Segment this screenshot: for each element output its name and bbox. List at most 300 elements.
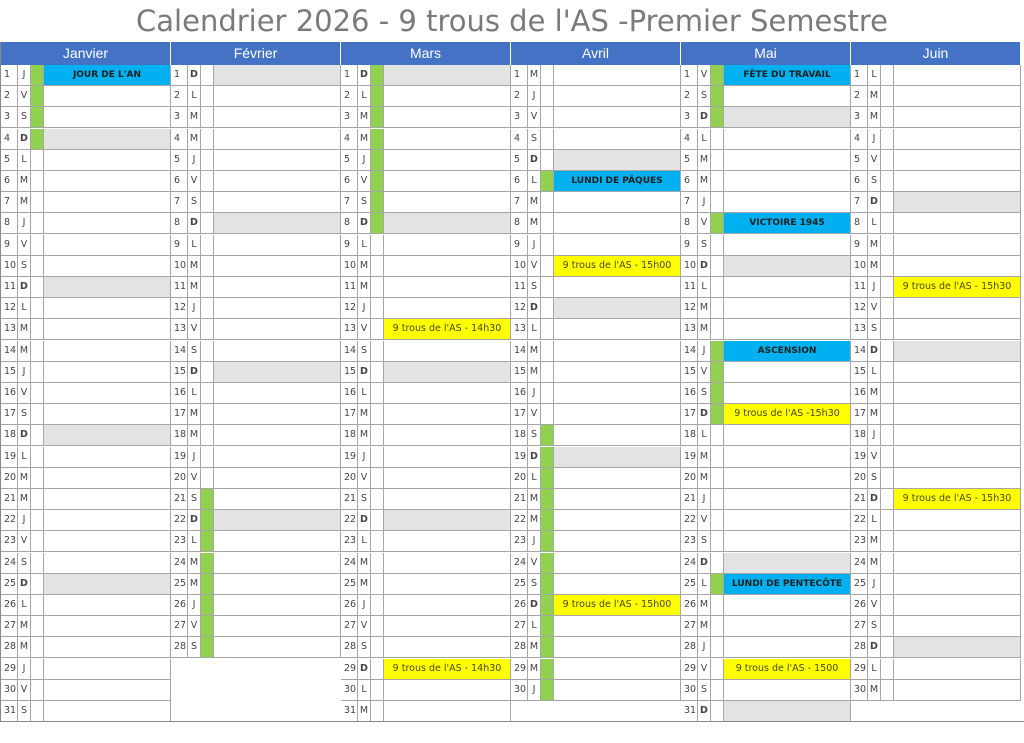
day-row bbox=[511, 65, 681, 86]
event-cell bbox=[894, 192, 1021, 213]
vacation-marker bbox=[711, 341, 724, 362]
weekday-letter: V bbox=[18, 531, 31, 552]
day-number: 24 bbox=[851, 553, 868, 574]
vacation-marker bbox=[541, 574, 554, 595]
day-row bbox=[511, 171, 681, 192]
event-cell bbox=[384, 171, 511, 192]
day-row bbox=[851, 595, 1021, 616]
day-number: 27 bbox=[511, 616, 528, 637]
day-number: 20 bbox=[851, 468, 868, 489]
weekday-letter: L bbox=[18, 447, 31, 468]
day-number: 6 bbox=[681, 171, 698, 192]
day-number: 11 bbox=[851, 277, 868, 298]
weekday-letter: V bbox=[698, 213, 711, 234]
day-number: 13 bbox=[1, 319, 18, 340]
event-cell bbox=[554, 574, 681, 595]
day-row bbox=[1, 531, 171, 552]
marker-cell bbox=[541, 150, 554, 171]
weekday-letter: V bbox=[188, 468, 201, 489]
day-row bbox=[851, 256, 1021, 277]
marker-cell bbox=[201, 213, 214, 234]
event-cell bbox=[554, 86, 681, 107]
day-number: 26 bbox=[341, 595, 358, 616]
weekday-letter: M bbox=[528, 659, 541, 680]
marker-cell bbox=[31, 383, 44, 404]
event-cell bbox=[554, 637, 681, 658]
event-cell bbox=[384, 531, 511, 552]
weekday-letter: M bbox=[528, 362, 541, 383]
event-cell bbox=[384, 680, 511, 701]
marker-cell bbox=[881, 595, 894, 616]
weekday-letter: M bbox=[188, 574, 201, 595]
weekday-letter: D bbox=[18, 425, 31, 446]
event-cell bbox=[724, 298, 851, 319]
marker-cell bbox=[541, 65, 554, 86]
marker-cell bbox=[371, 277, 384, 298]
weekday-letter: M bbox=[188, 277, 201, 298]
event-cell bbox=[214, 86, 341, 107]
day-row bbox=[681, 637, 851, 658]
day-number: 4 bbox=[511, 129, 528, 150]
weekday-letter: M bbox=[868, 404, 881, 425]
day-number: 26 bbox=[851, 595, 868, 616]
marker-cell bbox=[881, 235, 894, 256]
weekday-letter: M bbox=[18, 192, 31, 213]
day-number: 23 bbox=[341, 531, 358, 552]
marker-cell bbox=[711, 616, 724, 637]
day-number: 2 bbox=[851, 86, 868, 107]
event-cell bbox=[894, 65, 1021, 86]
marker-cell bbox=[31, 150, 44, 171]
marker-cell bbox=[371, 383, 384, 404]
day-number: 27 bbox=[851, 616, 868, 637]
event-cell bbox=[894, 171, 1021, 192]
day-number: 1 bbox=[1, 65, 18, 86]
day-row bbox=[341, 383, 511, 404]
marker-cell bbox=[371, 256, 384, 277]
event-cell bbox=[554, 107, 681, 128]
day-number: 31 bbox=[1, 701, 18, 722]
day-number: 16 bbox=[681, 383, 698, 404]
day-number: 18 bbox=[1, 425, 18, 446]
day-number: 18 bbox=[851, 425, 868, 446]
day-number: 20 bbox=[171, 468, 188, 489]
day-row bbox=[341, 447, 511, 468]
day-row bbox=[681, 531, 851, 552]
day-number: 27 bbox=[1, 616, 18, 637]
month-header: Janvier bbox=[1, 42, 171, 65]
day-row bbox=[1, 107, 171, 128]
event-cell bbox=[724, 468, 851, 489]
day-number: 22 bbox=[511, 510, 528, 531]
marker-cell bbox=[881, 659, 894, 680]
holiday-label: VICTOIRE 1945 bbox=[724, 213, 851, 234]
month-column bbox=[171, 42, 341, 722]
day-row bbox=[341, 680, 511, 701]
marker-cell bbox=[881, 531, 894, 552]
marker-cell bbox=[31, 256, 44, 277]
vacation-marker bbox=[541, 616, 554, 637]
weekday-letter: V bbox=[18, 86, 31, 107]
weekday-letter: J bbox=[528, 86, 541, 107]
weekday-letter: M bbox=[698, 319, 711, 340]
weekday-letter: M bbox=[18, 637, 31, 658]
day-number: 15 bbox=[1, 362, 18, 383]
vacation-marker bbox=[201, 531, 214, 552]
day-number: 30 bbox=[341, 680, 358, 701]
day-number: 21 bbox=[851, 489, 868, 510]
weekday-letter: M bbox=[868, 680, 881, 701]
event-cell bbox=[554, 425, 681, 446]
day-number: 2 bbox=[681, 86, 698, 107]
day-row bbox=[511, 150, 681, 171]
day-row bbox=[171, 256, 341, 277]
marker-cell bbox=[711, 256, 724, 277]
day-row bbox=[171, 171, 341, 192]
event-cell bbox=[44, 383, 171, 404]
day-number: 2 bbox=[1, 86, 18, 107]
vacation-marker bbox=[31, 129, 44, 150]
weekday-letter: V bbox=[698, 362, 711, 383]
month-header: Mai bbox=[681, 42, 851, 65]
weekday-letter: L bbox=[358, 235, 371, 256]
marker-cell bbox=[881, 341, 894, 362]
event-cell bbox=[384, 404, 511, 425]
day-number: 1 bbox=[681, 65, 698, 86]
marker-cell bbox=[881, 319, 894, 340]
day-row bbox=[851, 362, 1021, 383]
day-row bbox=[1, 616, 171, 637]
day-row bbox=[171, 192, 341, 213]
day-row bbox=[681, 256, 851, 277]
marker-cell bbox=[881, 489, 894, 510]
day-number: 19 bbox=[681, 447, 698, 468]
vacation-marker bbox=[201, 510, 214, 531]
day-number: 6 bbox=[511, 171, 528, 192]
event-cell bbox=[214, 425, 341, 446]
vacation-marker bbox=[711, 107, 724, 128]
event-cell bbox=[44, 680, 171, 701]
weekday-letter: M bbox=[528, 489, 541, 510]
marker-cell bbox=[31, 171, 44, 192]
event-cell bbox=[384, 298, 511, 319]
day-number: 4 bbox=[341, 129, 358, 150]
day-row bbox=[851, 319, 1021, 340]
day-row bbox=[171, 425, 341, 446]
event-cell bbox=[554, 277, 681, 298]
day-number: 14 bbox=[511, 341, 528, 362]
marker-cell bbox=[711, 637, 724, 658]
day-number: 29 bbox=[511, 659, 528, 680]
marker-cell bbox=[881, 86, 894, 107]
day-number: 11 bbox=[681, 277, 698, 298]
marker-cell bbox=[371, 447, 384, 468]
weekday-letter: D bbox=[698, 553, 711, 574]
weekday-letter: L bbox=[358, 680, 371, 701]
day-number: 5 bbox=[511, 150, 528, 171]
weekday-letter: L bbox=[18, 298, 31, 319]
event-cell bbox=[214, 404, 341, 425]
weekday-letter: S bbox=[528, 425, 541, 446]
marker-cell bbox=[711, 277, 724, 298]
day-row bbox=[681, 107, 851, 128]
marker-cell bbox=[371, 637, 384, 658]
day-row bbox=[1, 341, 171, 362]
page-title: Calendrier 2026 - 9 trous de l'AS -Premier Semestre bbox=[136, 4, 888, 38]
marker-cell bbox=[371, 298, 384, 319]
event-cell bbox=[554, 510, 681, 531]
marker-cell bbox=[31, 298, 44, 319]
marker-cell bbox=[201, 468, 214, 489]
weekday-letter: L bbox=[358, 531, 371, 552]
vacation-marker bbox=[541, 659, 554, 680]
weekday-letter: J bbox=[868, 129, 881, 150]
marker-cell bbox=[371, 425, 384, 446]
weekday-letter: L bbox=[698, 574, 711, 595]
month-header: Avril bbox=[511, 42, 681, 65]
vacation-marker bbox=[541, 531, 554, 552]
event-cell bbox=[384, 574, 511, 595]
weekday-letter: S bbox=[358, 637, 371, 658]
day-row bbox=[681, 447, 851, 468]
event-cell bbox=[384, 362, 511, 383]
weekday-letter: L bbox=[188, 235, 201, 256]
marker-cell bbox=[31, 404, 44, 425]
day-row bbox=[511, 235, 681, 256]
vacation-marker bbox=[711, 86, 724, 107]
day-row bbox=[511, 192, 681, 213]
day-number: 11 bbox=[171, 277, 188, 298]
weekday-letter: V bbox=[18, 383, 31, 404]
weekday-letter: V bbox=[698, 65, 711, 86]
day-number: 10 bbox=[681, 256, 698, 277]
weekday-letter: S bbox=[528, 129, 541, 150]
bottom-border bbox=[0, 721, 1024, 722]
day-number: 22 bbox=[341, 510, 358, 531]
day-number: 18 bbox=[681, 425, 698, 446]
day-row bbox=[1, 362, 171, 383]
day-number: 8 bbox=[341, 213, 358, 234]
event-cell bbox=[554, 341, 681, 362]
event-cell bbox=[44, 489, 171, 510]
day-number: 2 bbox=[511, 86, 528, 107]
day-row bbox=[681, 383, 851, 404]
weekday-letter: J bbox=[358, 595, 371, 616]
day-row bbox=[1, 256, 171, 277]
marker-cell bbox=[711, 129, 724, 150]
vacation-marker bbox=[201, 637, 214, 658]
event-cell bbox=[384, 235, 511, 256]
day-number: 2 bbox=[341, 86, 358, 107]
vacation-marker bbox=[31, 107, 44, 128]
weekday-letter: M bbox=[358, 129, 371, 150]
day-row bbox=[171, 129, 341, 150]
day-number: 21 bbox=[1, 489, 18, 510]
day-number: 28 bbox=[851, 637, 868, 658]
day-number: 10 bbox=[511, 256, 528, 277]
weekday-letter: D bbox=[358, 65, 371, 86]
weekday-letter: M bbox=[698, 298, 711, 319]
day-number: 23 bbox=[851, 531, 868, 552]
weekday-letter: V bbox=[528, 404, 541, 425]
event-cell bbox=[44, 447, 171, 468]
day-row bbox=[341, 659, 511, 680]
day-row bbox=[681, 468, 851, 489]
weekday-letter: M bbox=[18, 319, 31, 340]
event-cell bbox=[214, 574, 341, 595]
event-cell bbox=[894, 595, 1021, 616]
weekday-letter: L bbox=[868, 213, 881, 234]
weekday-letter: S bbox=[18, 107, 31, 128]
day-row bbox=[1, 150, 171, 171]
vacation-marker bbox=[541, 637, 554, 658]
event-cell bbox=[554, 468, 681, 489]
weekday-letter: M bbox=[868, 256, 881, 277]
marker-cell bbox=[31, 489, 44, 510]
day-number: 4 bbox=[1, 129, 18, 150]
marker-cell bbox=[711, 150, 724, 171]
event-cell bbox=[724, 277, 851, 298]
vacation-marker bbox=[371, 150, 384, 171]
day-number: 30 bbox=[1, 680, 18, 701]
holiday-label: FÊTE DU TRAVAIL bbox=[724, 65, 851, 86]
event-cell bbox=[724, 489, 851, 510]
weekday-letter: M bbox=[868, 86, 881, 107]
weekday-letter: D bbox=[528, 595, 541, 616]
marker-cell bbox=[201, 404, 214, 425]
marker-cell bbox=[201, 383, 214, 404]
event-cell bbox=[894, 425, 1021, 446]
event-cell bbox=[724, 192, 851, 213]
marker-cell bbox=[711, 447, 724, 468]
marker-cell bbox=[371, 362, 384, 383]
event-cell bbox=[44, 341, 171, 362]
day-number: 5 bbox=[171, 150, 188, 171]
vacation-marker bbox=[371, 65, 384, 86]
event-cell bbox=[554, 129, 681, 150]
event-cell bbox=[724, 701, 851, 722]
day-row bbox=[341, 574, 511, 595]
day-number: 30 bbox=[851, 680, 868, 701]
event-cell bbox=[214, 192, 341, 213]
day-row bbox=[851, 192, 1021, 213]
day-number: 12 bbox=[1, 298, 18, 319]
day-row bbox=[511, 129, 681, 150]
weekday-letter: S bbox=[868, 319, 881, 340]
event-cell bbox=[384, 129, 511, 150]
day-row bbox=[1, 574, 171, 595]
golf-event-label: 9 trous de l'AS - 15h00 bbox=[554, 595, 681, 616]
day-row bbox=[511, 341, 681, 362]
event-cell bbox=[554, 404, 681, 425]
event-cell bbox=[894, 362, 1021, 383]
marker-cell bbox=[881, 171, 894, 192]
day-number: 24 bbox=[341, 553, 358, 574]
weekday-letter: S bbox=[868, 468, 881, 489]
marker-cell bbox=[201, 192, 214, 213]
marker-cell bbox=[711, 489, 724, 510]
day-row bbox=[681, 701, 851, 722]
event-cell bbox=[894, 616, 1021, 637]
weekday-letter: M bbox=[868, 383, 881, 404]
day-row bbox=[171, 616, 341, 637]
day-row bbox=[511, 468, 681, 489]
vacation-marker bbox=[201, 616, 214, 637]
day-number: 31 bbox=[681, 701, 698, 722]
marker-cell bbox=[31, 235, 44, 256]
day-row bbox=[511, 86, 681, 107]
weekday-letter: M bbox=[868, 235, 881, 256]
day-number: 26 bbox=[511, 595, 528, 616]
event-cell bbox=[554, 319, 681, 340]
day-row bbox=[681, 489, 851, 510]
vacation-marker bbox=[711, 65, 724, 86]
event-cell bbox=[894, 341, 1021, 362]
marker-cell bbox=[201, 256, 214, 277]
marker-cell bbox=[881, 129, 894, 150]
day-row bbox=[171, 86, 341, 107]
month-header: Février bbox=[171, 42, 341, 65]
event-cell bbox=[724, 86, 851, 107]
day-row bbox=[681, 680, 851, 701]
day-row bbox=[851, 468, 1021, 489]
day-row bbox=[341, 277, 511, 298]
event-cell bbox=[384, 213, 511, 234]
day-number: 1 bbox=[171, 65, 188, 86]
day-row bbox=[511, 659, 681, 680]
day-row bbox=[851, 553, 1021, 574]
day-number: 20 bbox=[341, 468, 358, 489]
weekday-letter: D bbox=[868, 192, 881, 213]
event-cell bbox=[214, 637, 341, 658]
weekday-letter: V bbox=[188, 171, 201, 192]
day-number: 3 bbox=[171, 107, 188, 128]
weekday-letter: M bbox=[188, 553, 201, 574]
day-number: 10 bbox=[341, 256, 358, 277]
weekday-letter: V bbox=[698, 510, 711, 531]
day-row bbox=[851, 129, 1021, 150]
day-row bbox=[341, 235, 511, 256]
day-number: 20 bbox=[681, 468, 698, 489]
weekday-letter: J bbox=[698, 192, 711, 213]
event-cell bbox=[724, 171, 851, 192]
month-column bbox=[851, 42, 1021, 722]
weekday-letter: D bbox=[18, 277, 31, 298]
day-row bbox=[681, 362, 851, 383]
weekday-letter: J bbox=[528, 680, 541, 701]
weekday-letter: M bbox=[18, 171, 31, 192]
weekday-letter: M bbox=[358, 404, 371, 425]
day-number: 1 bbox=[851, 65, 868, 86]
weekday-letter: M bbox=[698, 468, 711, 489]
vacation-marker bbox=[541, 447, 554, 468]
day-row bbox=[851, 659, 1021, 680]
marker-cell bbox=[541, 319, 554, 340]
day-row bbox=[851, 680, 1021, 701]
marker-cell bbox=[881, 150, 894, 171]
event-cell bbox=[894, 404, 1021, 425]
day-row bbox=[1, 404, 171, 425]
day-number: 21 bbox=[681, 489, 698, 510]
event-cell bbox=[214, 150, 341, 171]
event-cell bbox=[214, 341, 341, 362]
weekday-letter: M bbox=[358, 107, 371, 128]
event-cell bbox=[214, 616, 341, 637]
weekday-letter: J bbox=[188, 150, 201, 171]
event-cell bbox=[44, 659, 171, 680]
day-number: 28 bbox=[171, 637, 188, 658]
day-row bbox=[341, 510, 511, 531]
